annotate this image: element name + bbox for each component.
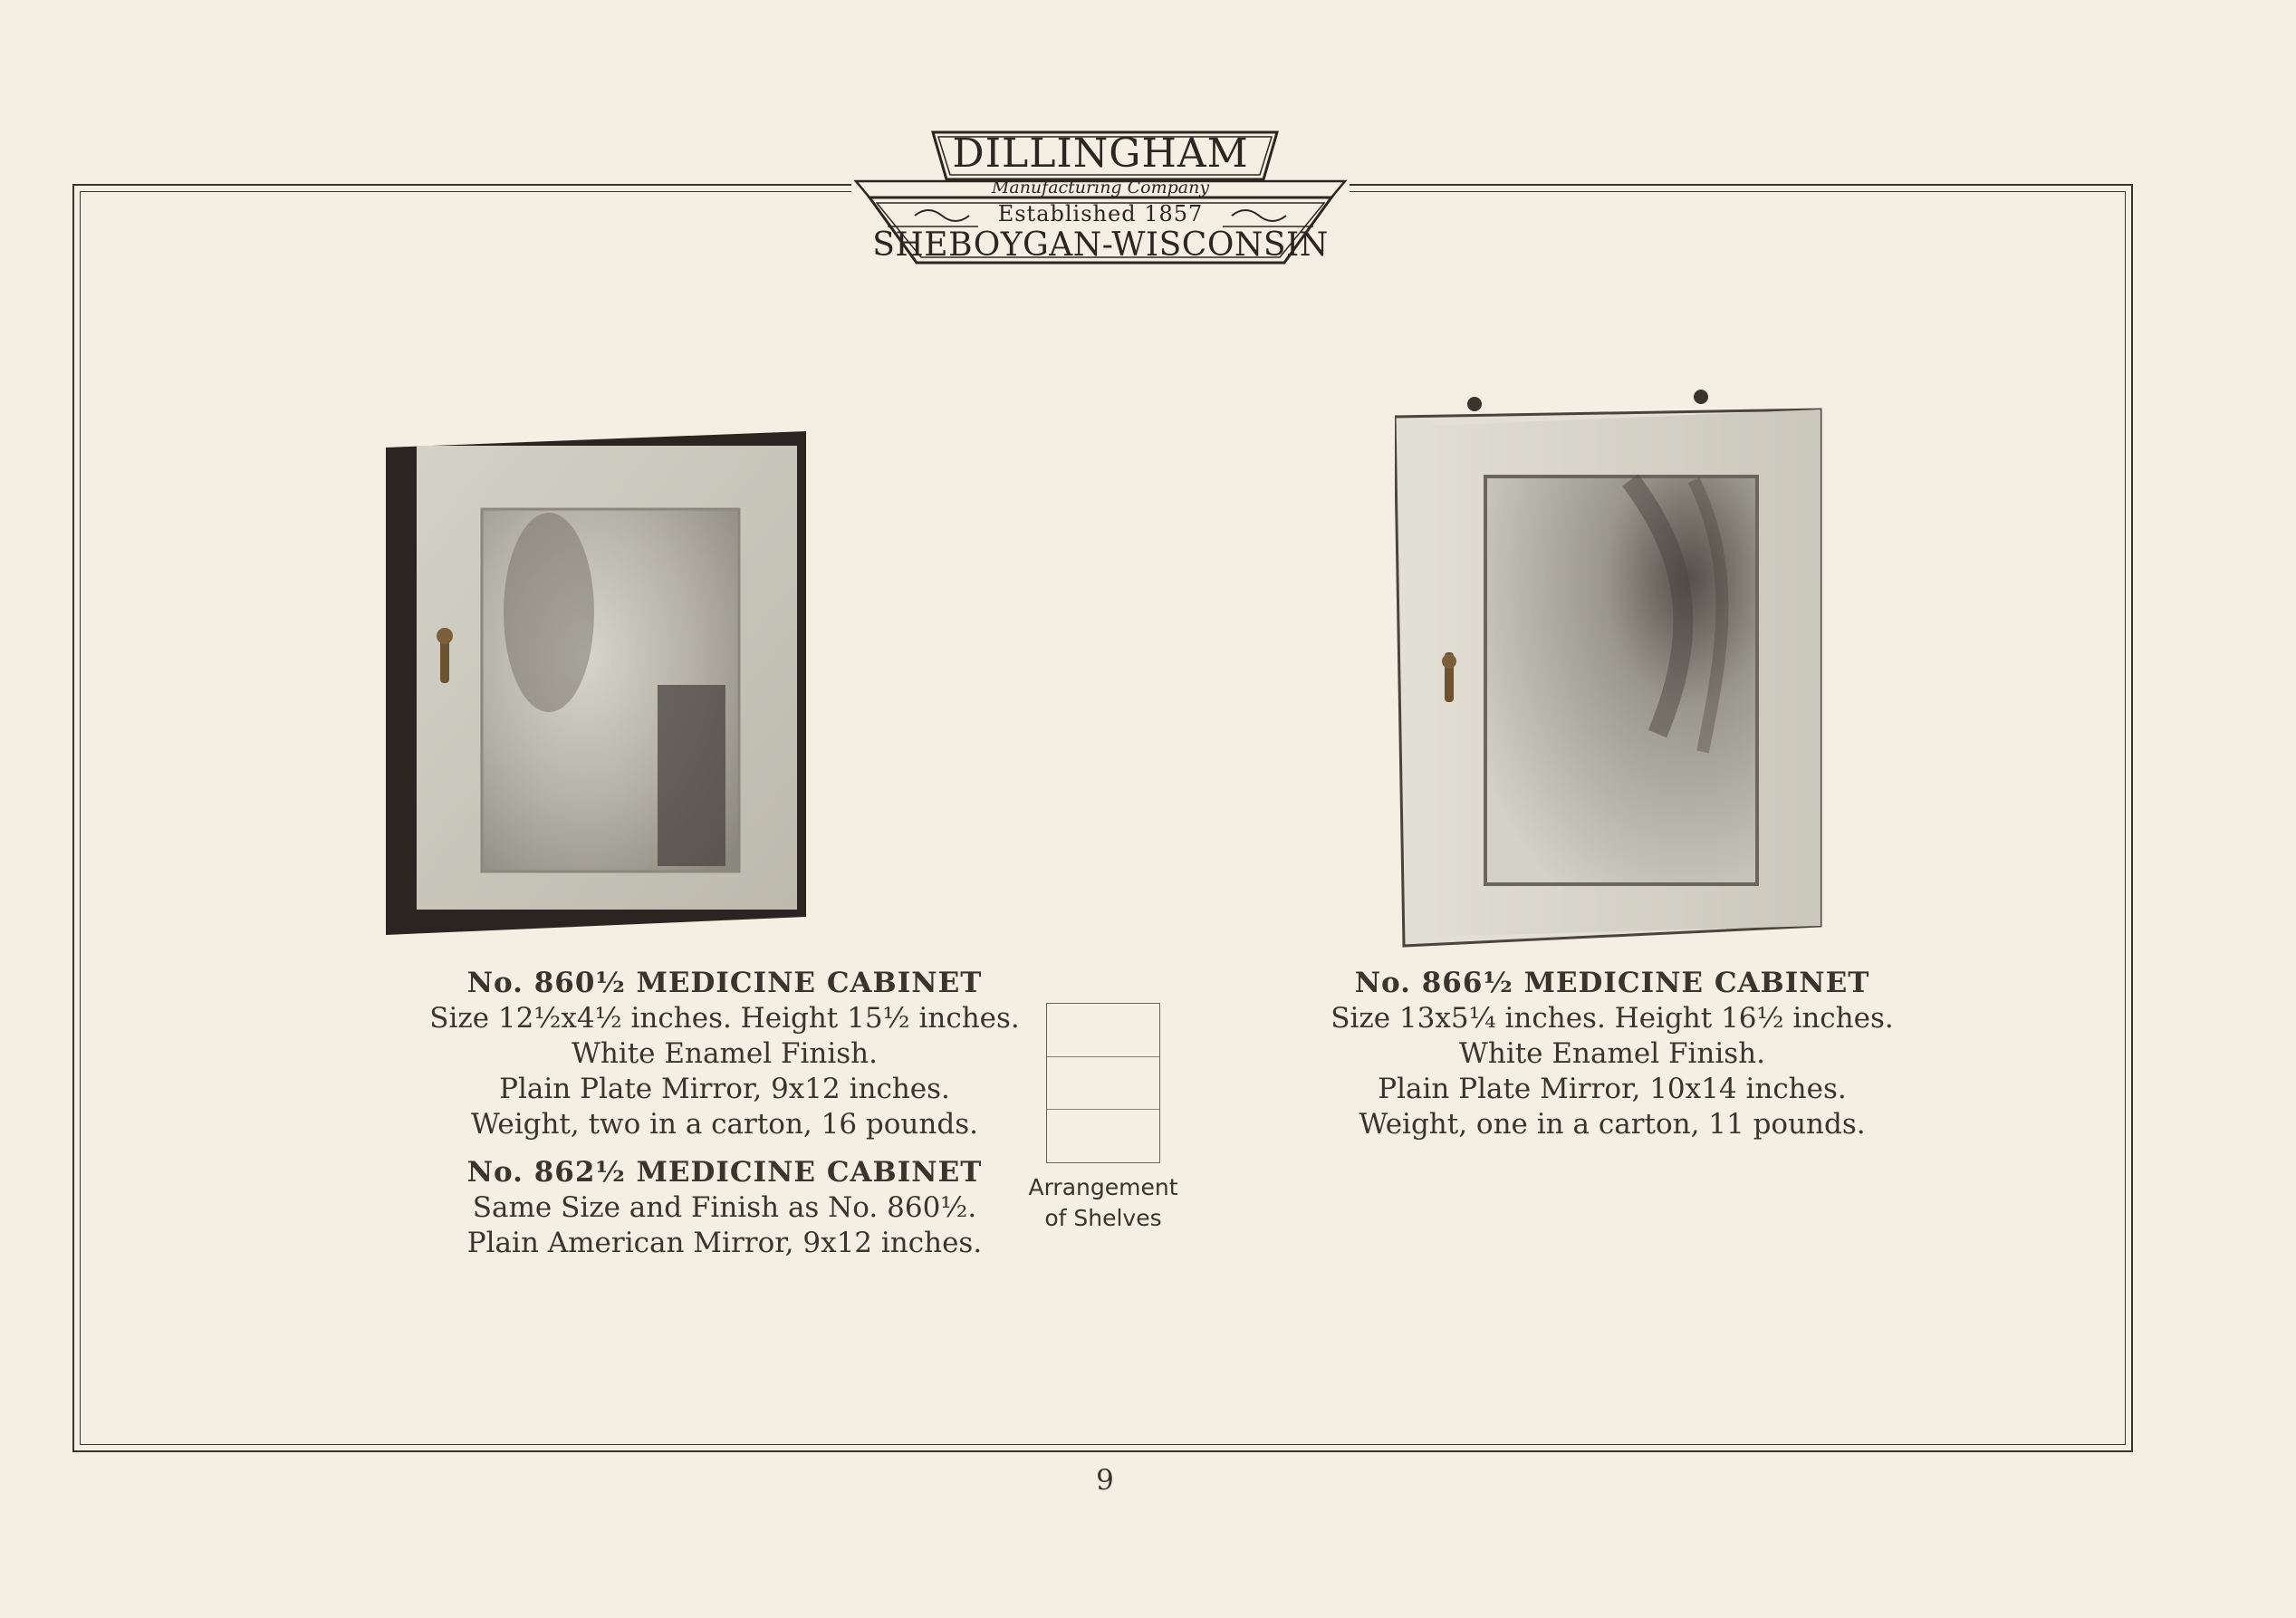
- cabinet-860-finish: White Enamel Finish.: [571, 1037, 879, 1070]
- cabinet-860-mirror: Plain Plate Mirror, 9x12 inches.: [499, 1073, 950, 1105]
- shelf-caption-line2: of Shelves: [1044, 1205, 1162, 1231]
- company-logo: [851, 127, 1350, 272]
- cabinet-860-weight: Weight, two in a carton, 16 pounds.: [471, 1108, 978, 1141]
- shelf-arrangement-diagram: [1046, 1003, 1160, 1163]
- cabinet-866-caption: [1250, 966, 1974, 1142]
- shelf-caption: [996, 1172, 1210, 1234]
- cabinet-866-finish: White Enamel Finish.: [1458, 1037, 1766, 1070]
- cabinet-860-image: [386, 431, 808, 939]
- logo-established: Established 1857: [997, 201, 1204, 226]
- cabinet-862-mirror: Plain American Mirror, 9x12 inches.: [466, 1227, 983, 1259]
- cabinet-860-size: Size 12½x4½ inches. Height 15½ inches.: [429, 1002, 1020, 1035]
- cabinet-866-weight: Weight, one in a carton, 11 pounds.: [1359, 1108, 1866, 1141]
- cabinet-866-image: [1395, 390, 1826, 957]
- page-number: 9: [1096, 1464, 1114, 1497]
- cabinet-866-mirror: Plain Plate Mirror, 10x14 inches.: [1378, 1073, 1847, 1105]
- logo-subtitle: Manufacturing Company: [991, 178, 1210, 197]
- logo-company-name: DILLINGHAM: [952, 130, 1249, 177]
- shelf-line: [1047, 1109, 1159, 1110]
- logo-city: SHEBOYGAN-WISCONSIN: [872, 226, 1329, 264]
- shelf-caption-line1: Arrangement: [1028, 1174, 1178, 1200]
- cabinet-866-size: Size 13x5¼ inches. Height 16½ inches.: [1331, 1002, 1894, 1035]
- cabinet-862-title: No. 862½ MEDICINE CABINET: [466, 1156, 983, 1189]
- cabinet-866-title: No. 866½ MEDICINE CABINET: [1354, 967, 1870, 999]
- cabinet-860-title: No. 860½ MEDICINE CABINET: [466, 967, 983, 999]
- shelf-line: [1047, 1056, 1159, 1057]
- cabinet-862-size: Same Size and Finish as No. 860½.: [472, 1191, 977, 1224]
